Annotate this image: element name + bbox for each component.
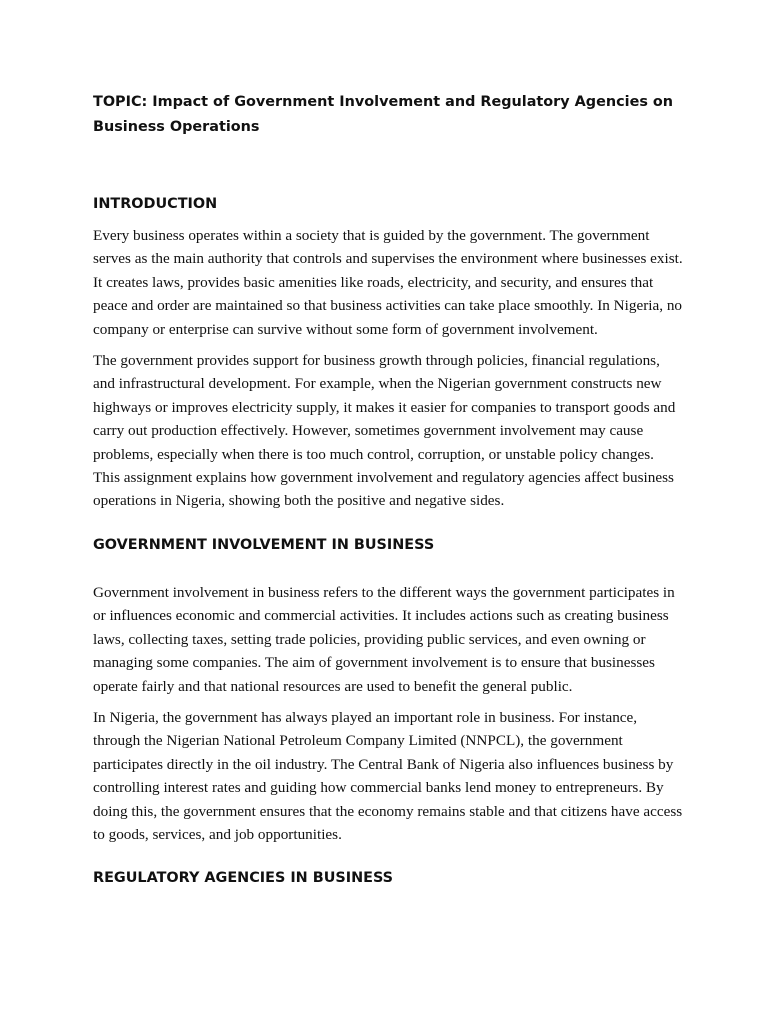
document-page (93, 90, 683, 888)
document-topic-title: TOPIC: Impact of Government Involvement and Regulatory Agencies on Business Operations (93, 94, 674, 135)
section-heading-government-involvement: GOVERNMENT INVOLVEMENT IN BUSINESS (93, 536, 435, 553)
government-involvement-paragraph-2: In Nigeria, the government has always played an important role in business. For instance, through the Nigerian National Petroleum Company Limited (NNPCL), the government participates directly in the oil industry. The Central Bank of Nigeria also influences business by controlling interest rates and guiding how commercial banks lend money to entrepreneurs. By doing this, the government ensures that the economy remains stable and that citizens have access to goods, services, and job opportunities. (93, 708, 683, 843)
government-involvement-paragraph-1: Government involvement in business refers to the different ways the government participates in or influences economic and commercial activities. It includes actions such as creating business laws, collecting taxes, setting trade policies, providing public services, and even owning or managing some companies. The aim of government involvement is to ensure that businesses operate fairly and that national resources are used to benefit the general public. (93, 583, 675, 695)
section-heading-introduction: INTRODUCTION (93, 196, 218, 212)
introduction-paragraph-2: The government provides support for business growth through policies, financial regulations, and infrastructural development. For example, when the Nigerian government constructs new highways or improves electricity supply, it makes it easier for companies to transport goods and carry out production effectively. However, sometimes government involvement may cause problems, especially when there is too much control, corruption, or unstable policy changes. This assignment explains how government involvement and regulatory agencies affect business operations in Nigeria, showing both the positive and negative sides. (93, 352, 676, 510)
introduction-paragraph-1: Every business operates within a society that is guided by the government. The government serves as the main authority that controls and supervises the environment where businesses exist. It creates laws, provides basic amenities like roads, electricity, and security, and ensures that peace and order are maintained so that business activities can take place smoothly. In Nigeria, no company or enterprise can survive without some form of government involvement. (93, 227, 683, 338)
section-heading-regulatory-agencies: REGULATORY AGENCIES IN BUSINESS (93, 870, 394, 887)
